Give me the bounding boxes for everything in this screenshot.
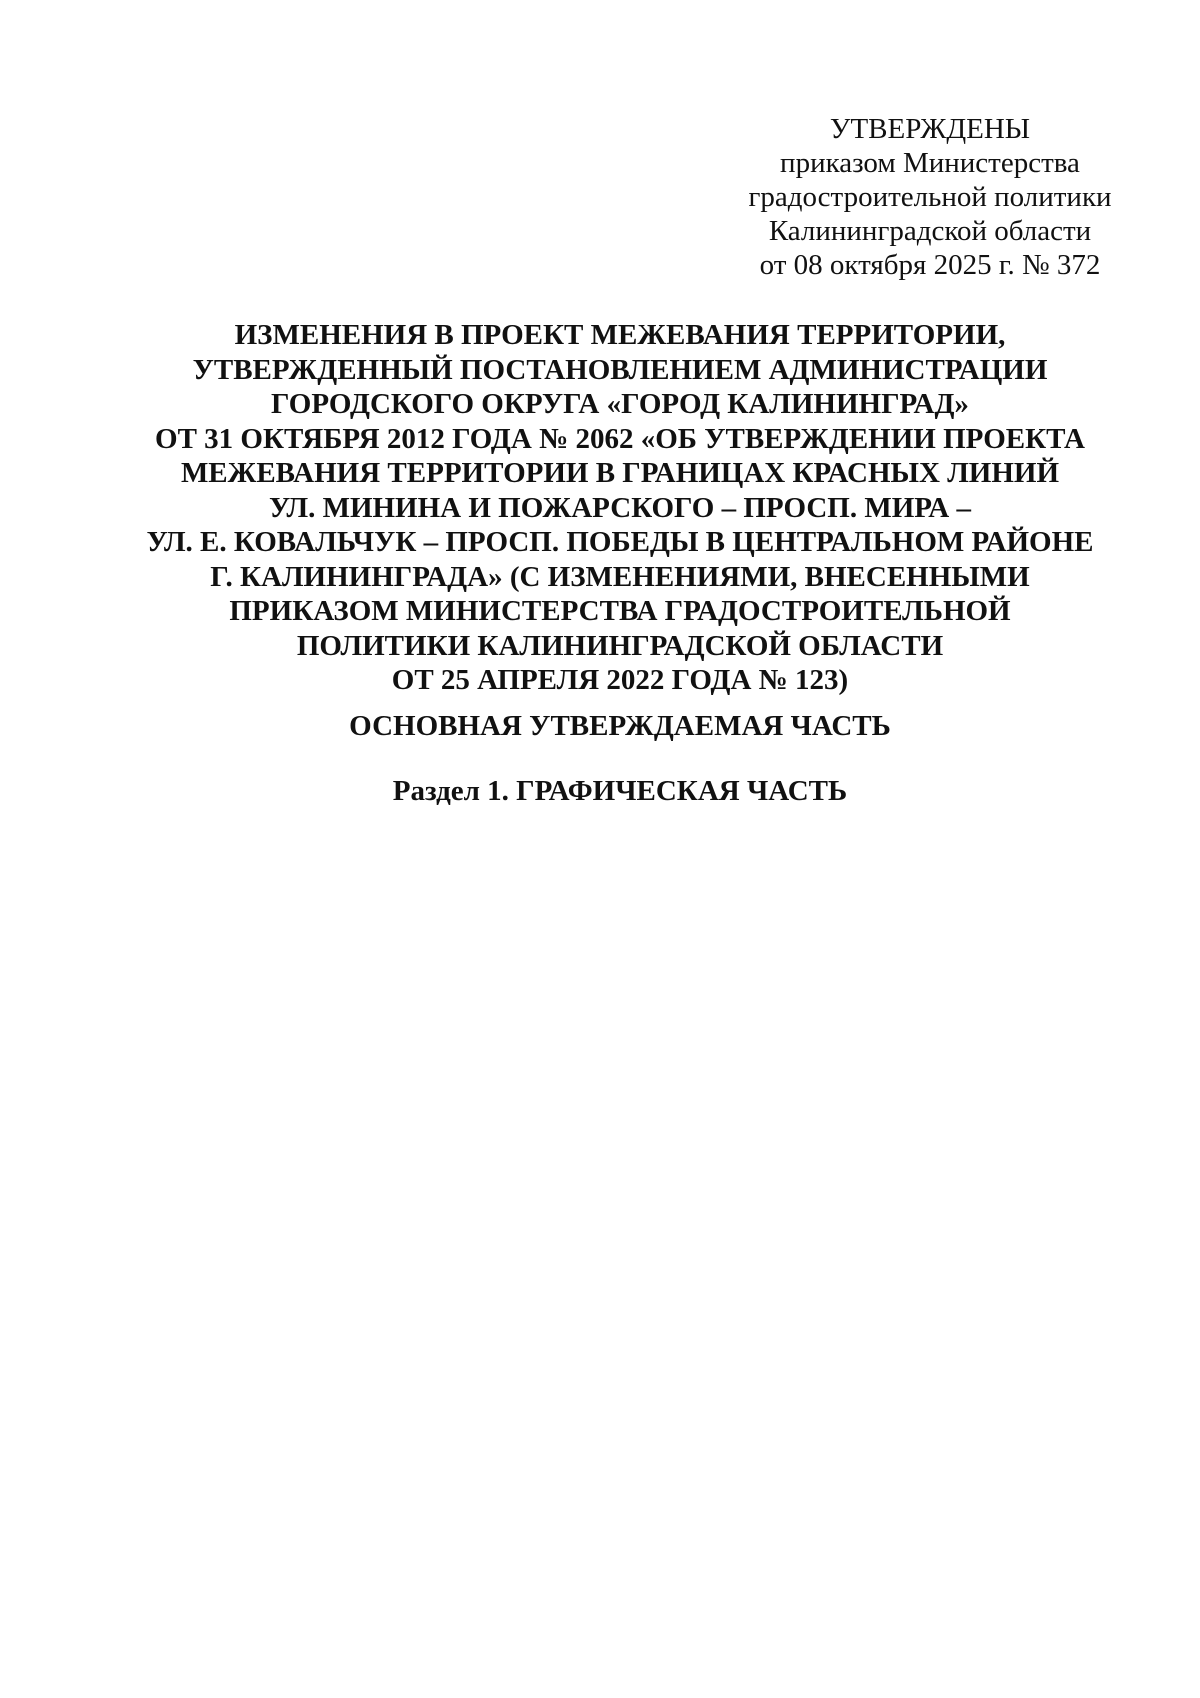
section-heading: Раздел 1. ГРАФИЧЕСКАЯ ЧАСТЬ: [392, 775, 848, 807]
title-line: ПОЛИТИКИ КАЛИНИНГРАДСКОЙ ОБЛАСТИ: [296, 629, 944, 662]
approval-line: УТВЕРЖДЕНЫ: [829, 113, 1031, 145]
document-title: [120, 318, 1120, 698]
title-line: Г. КАЛИНИНГРАДА» (С ИЗМЕНЕНИЯМИ, ВНЕСЕННЫМИ: [210, 560, 1030, 593]
title-line: УЛ. МИНИНА И ПОЖАРСКОГО – ПРОСП. МИРА –: [269, 491, 971, 524]
title-line: ОТ 25 АПРЕЛЯ 2022 ГОДА № 123): [391, 664, 849, 696]
approval-line: градостроительной политики: [748, 181, 1112, 213]
document-subtitle: ОСНОВНАЯ УТВЕРЖДАЕМАЯ ЧАСТЬ: [349, 710, 891, 742]
title-line: МЕЖЕВАНИЯ ТЕРРИТОРИИ В ГРАНИЦАХ КРАСНЫХ ЛИНИЙ: [180, 457, 1060, 489]
title-line: УТВЕРЖДЕННЫЙ ПОСТАНОВЛЕНИЕМ АДМИНИСТРАЦИИ: [192, 353, 1048, 386]
approval-stamp: [740, 112, 1120, 282]
title-line: ГОРОДСКОГО ОКРУГА «ГОРОД КАЛИНИНГРАД»: [271, 388, 969, 420]
title-line: ИЗМЕНЕНИЯ В ПРОЕКТ МЕЖЕВАНИЯ ТЕРРИТОРИИ,: [234, 319, 1006, 351]
approval-line: Калининградской области: [768, 215, 1092, 247]
approval-line: от 08 октября 2025 г. № 372: [759, 249, 1101, 281]
title-line: УЛ. Е. КОВАЛЬЧУК – ПРОСП. ПОБЕДЫ В ЦЕНТРАЛЬНОМ РАЙОНЕ: [146, 526, 1094, 558]
approval-line: приказом Министерства: [780, 147, 1080, 179]
title-line: ОТ 31 ОКТЯБРЯ 2012 ГОДА № 2062 «ОБ УТВЕРЖДЕНИИ ПРОЕКТА: [155, 422, 1085, 455]
title-line: ПРИКАЗОМ МИНИСТЕРСТВА ГРАДОСТРОИТЕЛЬНОЙ: [229, 595, 1011, 627]
